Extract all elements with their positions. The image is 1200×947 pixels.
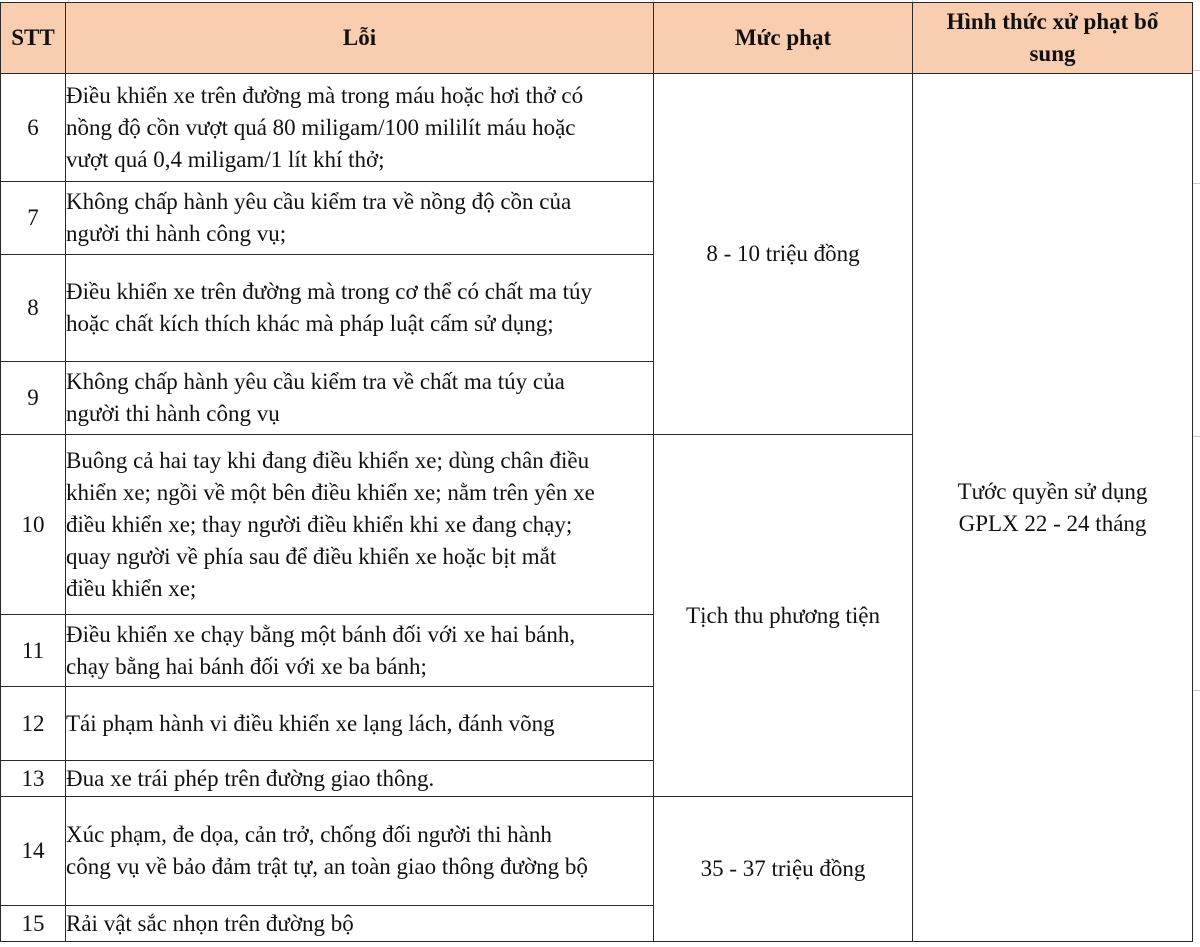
error-line: Không chấp hành yêu cầu kiểm tra về nồng độ cồn của <box>66 189 572 214</box>
header-stt: STT <box>1 3 66 74</box>
error-line: chạy bằng hai bánh đối với xe ba bánh; <box>66 653 427 679</box>
error-line: quay người về phía sau để điều khiển xe hoặc bịt mắt <box>66 543 557 569</box>
row-stt: 14 <box>1 797 66 906</box>
fine-cell-group-2: Tịch thu phương tiện <box>654 435 913 797</box>
error-line: nồng độ cồn vượt quá 80 miligam/100 mililít máu hoặc <box>66 114 576 140</box>
error-line: Không chấp hành yêu cầu kiểm tra về chất ma túy của <box>66 369 565 394</box>
header-extra-line: sung <box>1029 41 1076 66</box>
extra-penalty-cell <box>913 74 1193 942</box>
error-line: Điều khiển xe trên đường mà trong cơ thể có chất ma túy <box>66 279 593 304</box>
row-stt: 15 <box>1 906 66 942</box>
gridline <box>1192 436 1200 437</box>
row-stt: 13 <box>1 761 66 797</box>
error-line: khiển xe; ngồi về một bên điều khiển xe; nằm trên yên xe <box>66 479 595 505</box>
row-error <box>66 74 654 182</box>
error-line: Điều khiển xe trên đường mà trong máu hoặc hơi thở có <box>66 82 584 108</box>
row-error: Rải vật sắc nhọn trên đường bộ <box>66 906 654 942</box>
extra-penalty-line: GPLX 22 - 24 tháng <box>958 510 1147 536</box>
error-line: người thi hành công vụ; <box>66 221 287 246</box>
error-line: vượt quá 0,4 miligam/1 lít khí thở; <box>66 146 385 172</box>
penalty-table <box>0 2 1193 942</box>
row-stt: 8 <box>1 255 66 362</box>
fine-cell-group-1: 8 - 10 triệu đồng <box>654 74 913 435</box>
extra-penalty-line: Tước quyền sử dụng <box>957 478 1148 504</box>
row-stt: 12 <box>1 687 66 761</box>
row-error <box>66 255 654 362</box>
row-error: Đua xe trái phép trên đường giao thông. <box>66 761 654 797</box>
row-error <box>66 182 654 255</box>
error-line: hoặc chất kích thích khác mà pháp luật cấm sử dụng; <box>66 311 554 336</box>
header-error: Lỗi <box>66 3 654 74</box>
error-line: điều khiển xe; <box>66 575 197 601</box>
row-error: Tái phạm hành vi điều khiển xe lạng lách, đánh võng <box>66 687 654 761</box>
row-stt: 10 <box>1 435 66 615</box>
error-line: điều khiển xe; thay người điều khiển khi xe đang chạy; <box>66 511 573 537</box>
header-row <box>1 3 1193 74</box>
table-row <box>1 74 1193 182</box>
row-stt: 7 <box>1 182 66 255</box>
header-extra-penalty <box>913 3 1193 74</box>
row-error <box>66 797 654 906</box>
header-fine: Mức phạt <box>654 3 913 74</box>
header-extra-line: Hình thức xử phạt bổ <box>946 9 1159 34</box>
gridline <box>1192 70 1200 71</box>
row-stt: 6 <box>1 74 66 182</box>
row-error <box>66 362 654 435</box>
error-line: người thi hành công vụ <box>66 401 280 426</box>
error-line: Điều khiển xe chạy bằng một bánh đối với xe hai bánh, <box>66 621 576 647</box>
row-stt: 9 <box>1 362 66 435</box>
error-line: công vụ về bảo đảm trật tự, an toàn giao thông đường bộ <box>66 854 588 879</box>
gridline <box>1192 183 1200 184</box>
fine-cell-group-3: 35 - 37 triệu đồng <box>654 797 913 942</box>
row-stt: 11 <box>1 615 66 687</box>
gridline <box>1192 690 1200 691</box>
error-line: Xúc phạm, đe dọa, cản trở, chống đối người thi hành <box>66 822 552 847</box>
error-line: Buông cả hai tay khi đang điều khiển xe; dùng chân điều <box>66 447 590 473</box>
row-error <box>66 435 654 615</box>
row-error <box>66 615 654 687</box>
